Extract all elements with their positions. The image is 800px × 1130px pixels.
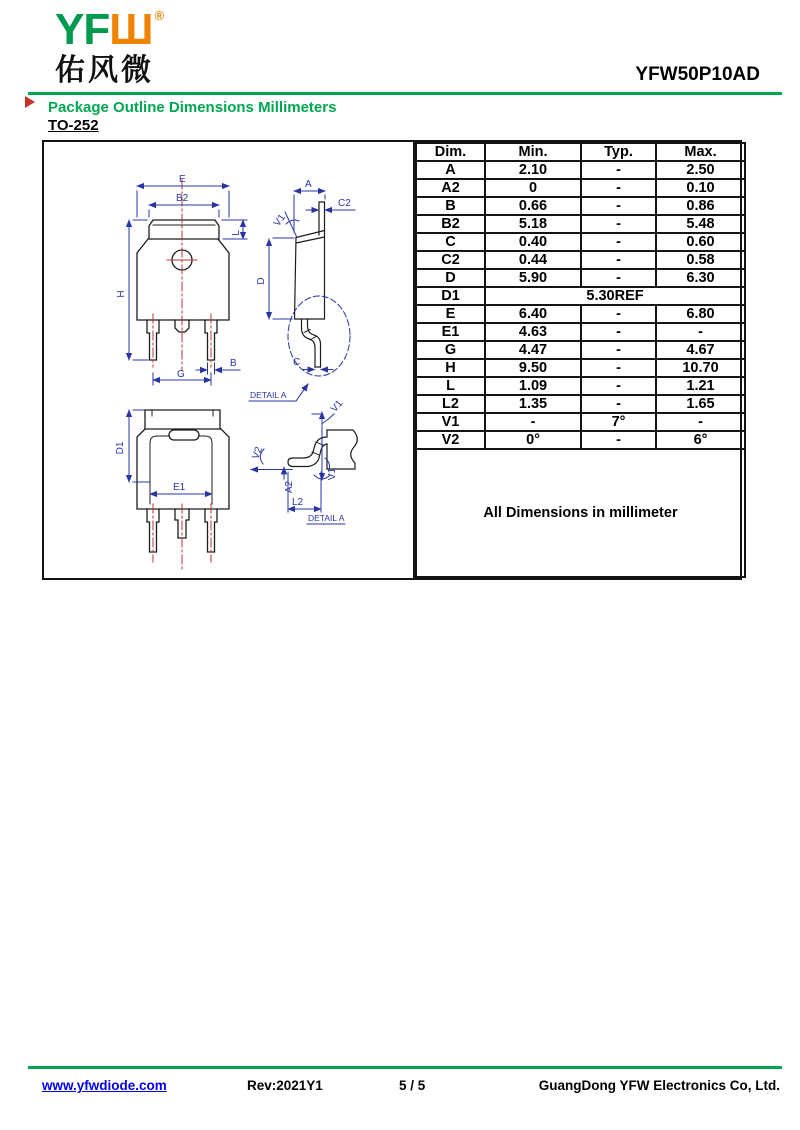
cell-max: 0.58 <box>656 251 745 269</box>
cell-dim: B <box>416 197 485 215</box>
cell-typ: - <box>581 377 656 395</box>
cell-min: 0 <box>485 179 581 197</box>
cell-min: 2.10 <box>485 161 581 179</box>
detail-a-view <box>250 398 357 524</box>
table-row <box>416 431 745 449</box>
section-title: Package Outline Dimensions Millimeters <box>48 99 337 116</box>
table-row <box>416 305 745 323</box>
company-name: GuangDong YFW Electronics Co, Ltd. <box>538 1078 780 1093</box>
detail-a-callout-label: DETAIL A <box>250 390 287 400</box>
front-outline <box>137 220 229 360</box>
cell-typ: - <box>581 161 656 179</box>
cell-typ: - <box>581 269 656 287</box>
logo-yf-text: YF <box>55 5 110 54</box>
detail-outline <box>288 430 357 469</box>
website-link[interactable]: www.yfwdiode.com <box>42 1078 167 1093</box>
bottom-dimensions <box>129 410 212 494</box>
table-row <box>416 215 745 233</box>
dim-label-g: G <box>177 369 185 380</box>
dim-label-v2: V2 <box>250 445 265 461</box>
cell-max: 4.67 <box>656 341 745 359</box>
cell-dim: L2 <box>416 395 485 413</box>
dim-label-c: C <box>293 357 301 368</box>
cell-min: - <box>485 413 581 431</box>
cell-max: - <box>656 323 745 341</box>
detail-a-caption: DETAIL A <box>308 513 345 523</box>
bottom-centerlines <box>153 504 211 572</box>
dim-label-v1-side: V1 <box>271 212 288 229</box>
cell-min: 5.18 <box>485 215 581 233</box>
cell-max: 0.10 <box>656 179 745 197</box>
cell-max: 0.86 <box>656 197 745 215</box>
cell-max: 6.80 <box>656 305 745 323</box>
bottom-outline <box>137 410 229 552</box>
dim-label-d: D <box>256 277 267 285</box>
front-view <box>116 174 247 385</box>
cell-max: 5.48 <box>656 215 745 233</box>
part-number-title: YFW50P10AD <box>635 64 760 85</box>
table-note-row <box>416 449 745 577</box>
cell-dim: H <box>416 359 485 377</box>
cell-min: 0.66 <box>485 197 581 215</box>
cell-max: 1.21 <box>656 377 745 395</box>
col-header-dim: Dim. <box>416 143 485 161</box>
table-row <box>416 341 745 359</box>
cell-d1-span: 5.30REF <box>485 287 745 305</box>
cell-dim: C <box>416 233 485 251</box>
table-row <box>416 179 745 197</box>
cell-typ: - <box>581 323 656 341</box>
dim-label-l2: L2 <box>292 497 304 508</box>
cell-dim: E <box>416 305 485 323</box>
cell-min: 4.63 <box>485 323 581 341</box>
cell-dim: V1 <box>416 413 485 431</box>
cell-typ: - <box>581 395 656 413</box>
cell-typ: - <box>581 233 656 251</box>
table-row <box>416 269 745 287</box>
dimensions-note: All Dimensions in millimeter <box>416 449 745 577</box>
cell-typ: - <box>581 305 656 323</box>
table-row <box>416 377 745 395</box>
dim-label-c2: C2 <box>338 198 351 209</box>
dim-label-d1: D1 <box>115 441 126 455</box>
cell-min: 0.40 <box>485 233 581 251</box>
margin-marker-icon <box>25 96 35 108</box>
cell-dim: L <box>416 377 485 395</box>
table-row <box>416 233 745 251</box>
footer-divider-line <box>28 1066 782 1069</box>
table-row <box>416 251 745 269</box>
cell-dim: D <box>416 269 485 287</box>
dim-label-e1: E1 <box>173 482 186 493</box>
cell-min: 5.90 <box>485 269 581 287</box>
table-row-d1 <box>416 287 745 305</box>
revision-label: Rev:2021Y1 <box>247 1078 323 1093</box>
dimensions-table <box>415 142 746 578</box>
table-row <box>416 413 745 431</box>
cell-typ: - <box>581 197 656 215</box>
cell-dim: A <box>416 161 485 179</box>
side-view <box>249 179 355 401</box>
dim-label-b2: B2 <box>176 193 189 204</box>
cell-min: 0° <box>485 431 581 449</box>
cell-min: 1.09 <box>485 377 581 395</box>
dim-label-v1-detail-foot: V1 <box>327 467 338 481</box>
dim-label-b: B <box>230 358 237 369</box>
registered-trademark-icon: ® <box>154 8 164 23</box>
table-row <box>416 323 745 341</box>
col-header-max: Max. <box>656 143 745 161</box>
footer <box>0 1078 800 1098</box>
cell-min: 9.50 <box>485 359 581 377</box>
cell-max: 6° <box>656 431 745 449</box>
cell-typ: - <box>581 179 656 197</box>
table-header-row <box>416 143 745 161</box>
cell-dim: D1 <box>416 287 485 305</box>
cell-typ: - <box>581 431 656 449</box>
package-name: TO-252 <box>48 117 99 134</box>
cell-max: 6.30 <box>656 269 745 287</box>
cell-max: 0.60 <box>656 233 745 251</box>
cell-typ: - <box>581 251 656 269</box>
cell-dim: C2 <box>416 251 485 269</box>
dimensions-table-pane <box>415 142 744 578</box>
logo-wordmark <box>55 5 164 54</box>
cell-typ: - <box>581 359 656 377</box>
col-header-min: Min. <box>485 143 581 161</box>
table-row <box>416 359 745 377</box>
cell-max: 1.65 <box>656 395 745 413</box>
page-number: 5 / 5 <box>399 1078 426 1093</box>
cell-max: 2.50 <box>656 161 745 179</box>
cell-dim: B2 <box>416 215 485 233</box>
side-dimensions <box>249 191 355 401</box>
front-centerlines <box>153 180 211 370</box>
dim-label-h: H <box>116 290 127 298</box>
cell-min: 6.40 <box>485 305 581 323</box>
cell-dim: V2 <box>416 431 485 449</box>
company-logo <box>55 5 164 87</box>
cell-dim: A2 <box>416 179 485 197</box>
cell-min: 1.35 <box>485 395 581 413</box>
package-drawing <box>44 142 413 578</box>
side-outline <box>295 202 325 367</box>
cell-min: 4.47 <box>485 341 581 359</box>
package-outline-box <box>42 140 742 580</box>
cell-dim: E1 <box>416 323 485 341</box>
package-drawing-pane <box>44 142 415 578</box>
cell-min: 0.44 <box>485 251 581 269</box>
col-header-typ: Typ. <box>581 143 656 161</box>
logo-chinese-name: 佑风微 <box>55 54 154 87</box>
dim-label-e: E <box>179 174 186 185</box>
dim-label-a: A <box>305 179 312 190</box>
bottom-view <box>115 410 229 572</box>
table-row <box>416 161 745 179</box>
table-row <box>416 197 745 215</box>
dim-label-l: L <box>231 230 242 236</box>
dim-label-a2: A2 <box>284 480 295 494</box>
table-row <box>416 395 745 413</box>
logo-w-mark: Ш <box>109 5 153 54</box>
cell-dim: G <box>416 341 485 359</box>
cell-max: - <box>656 413 745 431</box>
dim-label-v1-detail-top: V1 <box>328 398 346 415</box>
header-divider-line <box>28 92 782 95</box>
cell-max: 10.70 <box>656 359 745 377</box>
cell-typ: - <box>581 341 656 359</box>
cell-typ: 7° <box>581 413 656 431</box>
cell-typ: - <box>581 215 656 233</box>
